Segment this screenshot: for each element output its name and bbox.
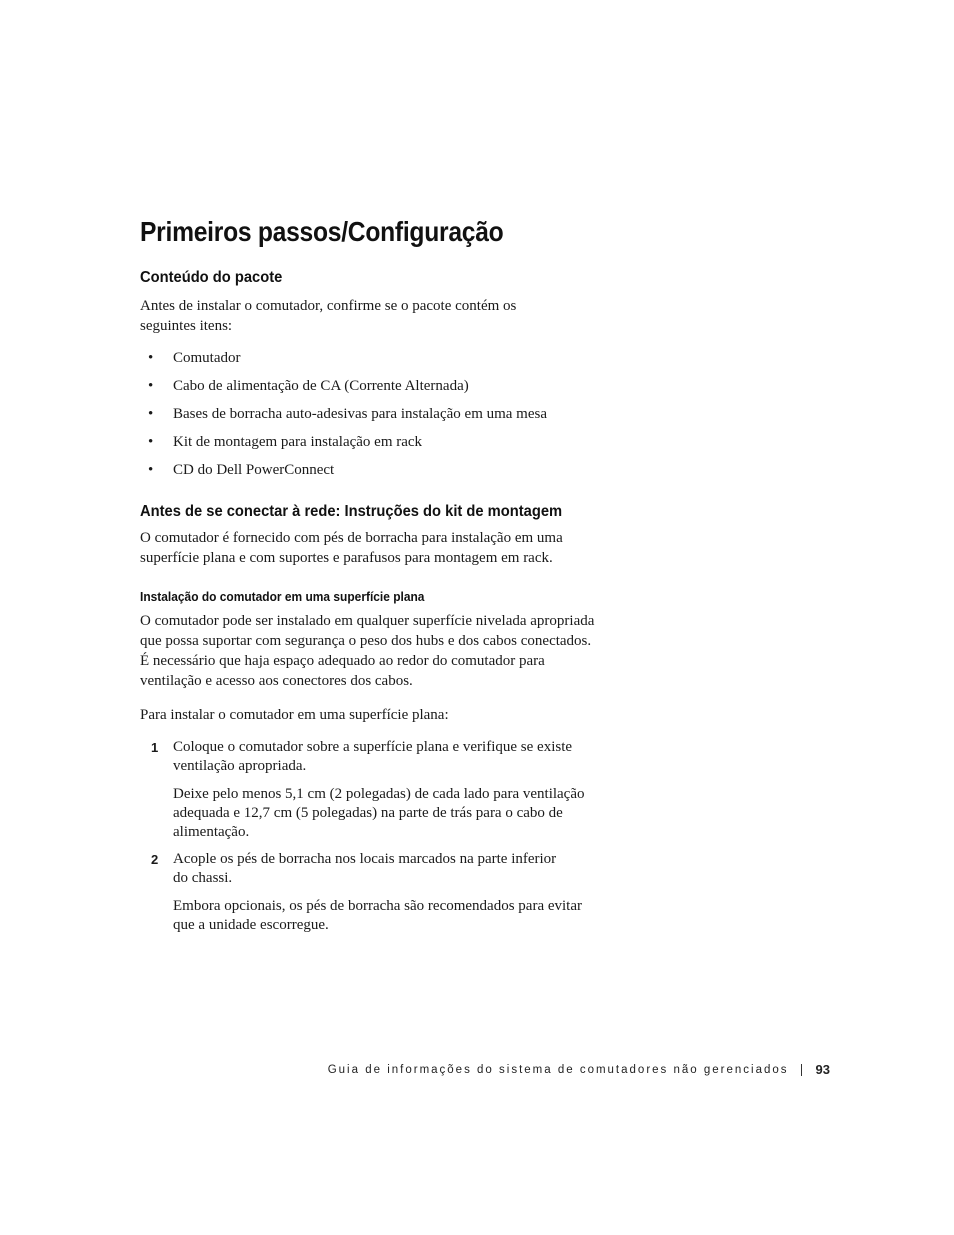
text-line: ventilação e acesso aos conectores dos cabos. <box>140 673 413 689</box>
footer-divider <box>801 1064 802 1076</box>
section-heading-before-connecting: Antes de se conectar à rede: Instruções do kit de montagem <box>140 503 563 520</box>
list-item <box>140 460 547 488</box>
list-item-text: Comutador <box>173 350 241 366</box>
page-number: 93 <box>815 1062 830 1077</box>
text-line: Embora opcionais, os pés de borracha são recomendados para evitar <box>173 898 583 914</box>
text-line: Coloque o comutador sobre a superfície plana e verifique se existe <box>173 739 573 755</box>
page-footer <box>328 1061 830 1079</box>
step-number: 1 <box>151 740 159 755</box>
before-connecting-intro <box>140 528 563 568</box>
list-item-text: Cabo de alimentação de CA (Corrente Alternada) <box>173 378 469 394</box>
package-contents-intro <box>140 296 516 336</box>
text-line: Antes de instalar o comutador, confirme se o pacote contém os <box>140 298 517 314</box>
text-line: O comutador é fornecido com pés de borracha para instalação em uma <box>140 530 563 546</box>
list-item <box>140 432 547 460</box>
bullet-icon: • <box>148 378 154 394</box>
text-line: superfície plana e com suportes e parafusos para montagem em rack. <box>140 550 553 566</box>
package-items-list <box>140 348 547 488</box>
step-note <box>173 785 585 842</box>
page-title: Primeiros passos/Configuração <box>140 216 504 247</box>
list-item <box>140 376 547 404</box>
text-line: que a unidade escorregue. <box>173 917 329 933</box>
section-heading-package-contents: Conteúdo do pacote <box>140 269 283 286</box>
text-line: do chassi. <box>173 870 233 886</box>
list-item-text: Kit de montagem para instalação em rack <box>173 434 423 450</box>
text-line: adequada e 12,7 cm (5 polegadas) na parte de trás para o cabo de <box>173 805 563 821</box>
step-text <box>173 738 572 776</box>
text-line: O comutador pode ser instalado em qualquer superfície nivelada apropriada <box>140 613 595 629</box>
text-line: Deixe pelo menos 5,1 cm (2 polegadas) de cada lado para ventilação <box>173 786 585 802</box>
list-item <box>140 404 547 432</box>
subsection-heading-flat-surface: Instalação do comutador em uma superfície plana <box>140 589 425 604</box>
bullet-icon: • <box>148 406 154 422</box>
step-note <box>173 897 582 935</box>
flat-surface-description <box>140 611 594 691</box>
step-text <box>173 850 556 888</box>
list-item <box>140 348 547 376</box>
text-line: ventilação apropriada. <box>173 758 307 774</box>
bullet-icon: • <box>148 434 154 450</box>
text-line: seguintes itens: <box>140 318 233 334</box>
text-line: Acople os pés de borracha nos locais marcados na parte inferior <box>173 851 557 867</box>
flat-surface-instruction-intro: Para instalar o comutador em uma superfície plana: <box>140 707 449 723</box>
list-item-text: Bases de borracha auto-adesivas para instalação em uma mesa <box>173 406 548 422</box>
footer-title: Guia de informações do sistema de comutadores não gerenciados <box>327 1064 789 1076</box>
step-number: 2 <box>151 852 159 867</box>
bullet-icon: • <box>148 350 154 366</box>
text-line: alimentação. <box>173 824 250 840</box>
bullet-icon: • <box>148 462 154 478</box>
list-item-text: CD do Dell PowerConnect <box>173 462 335 478</box>
text-line: que possa suportar com segurança o peso dos hubs e dos cabos conectados. <box>140 633 592 649</box>
text-line: É necessário que haja espaço adequado ao redor do comutador para <box>140 653 545 669</box>
